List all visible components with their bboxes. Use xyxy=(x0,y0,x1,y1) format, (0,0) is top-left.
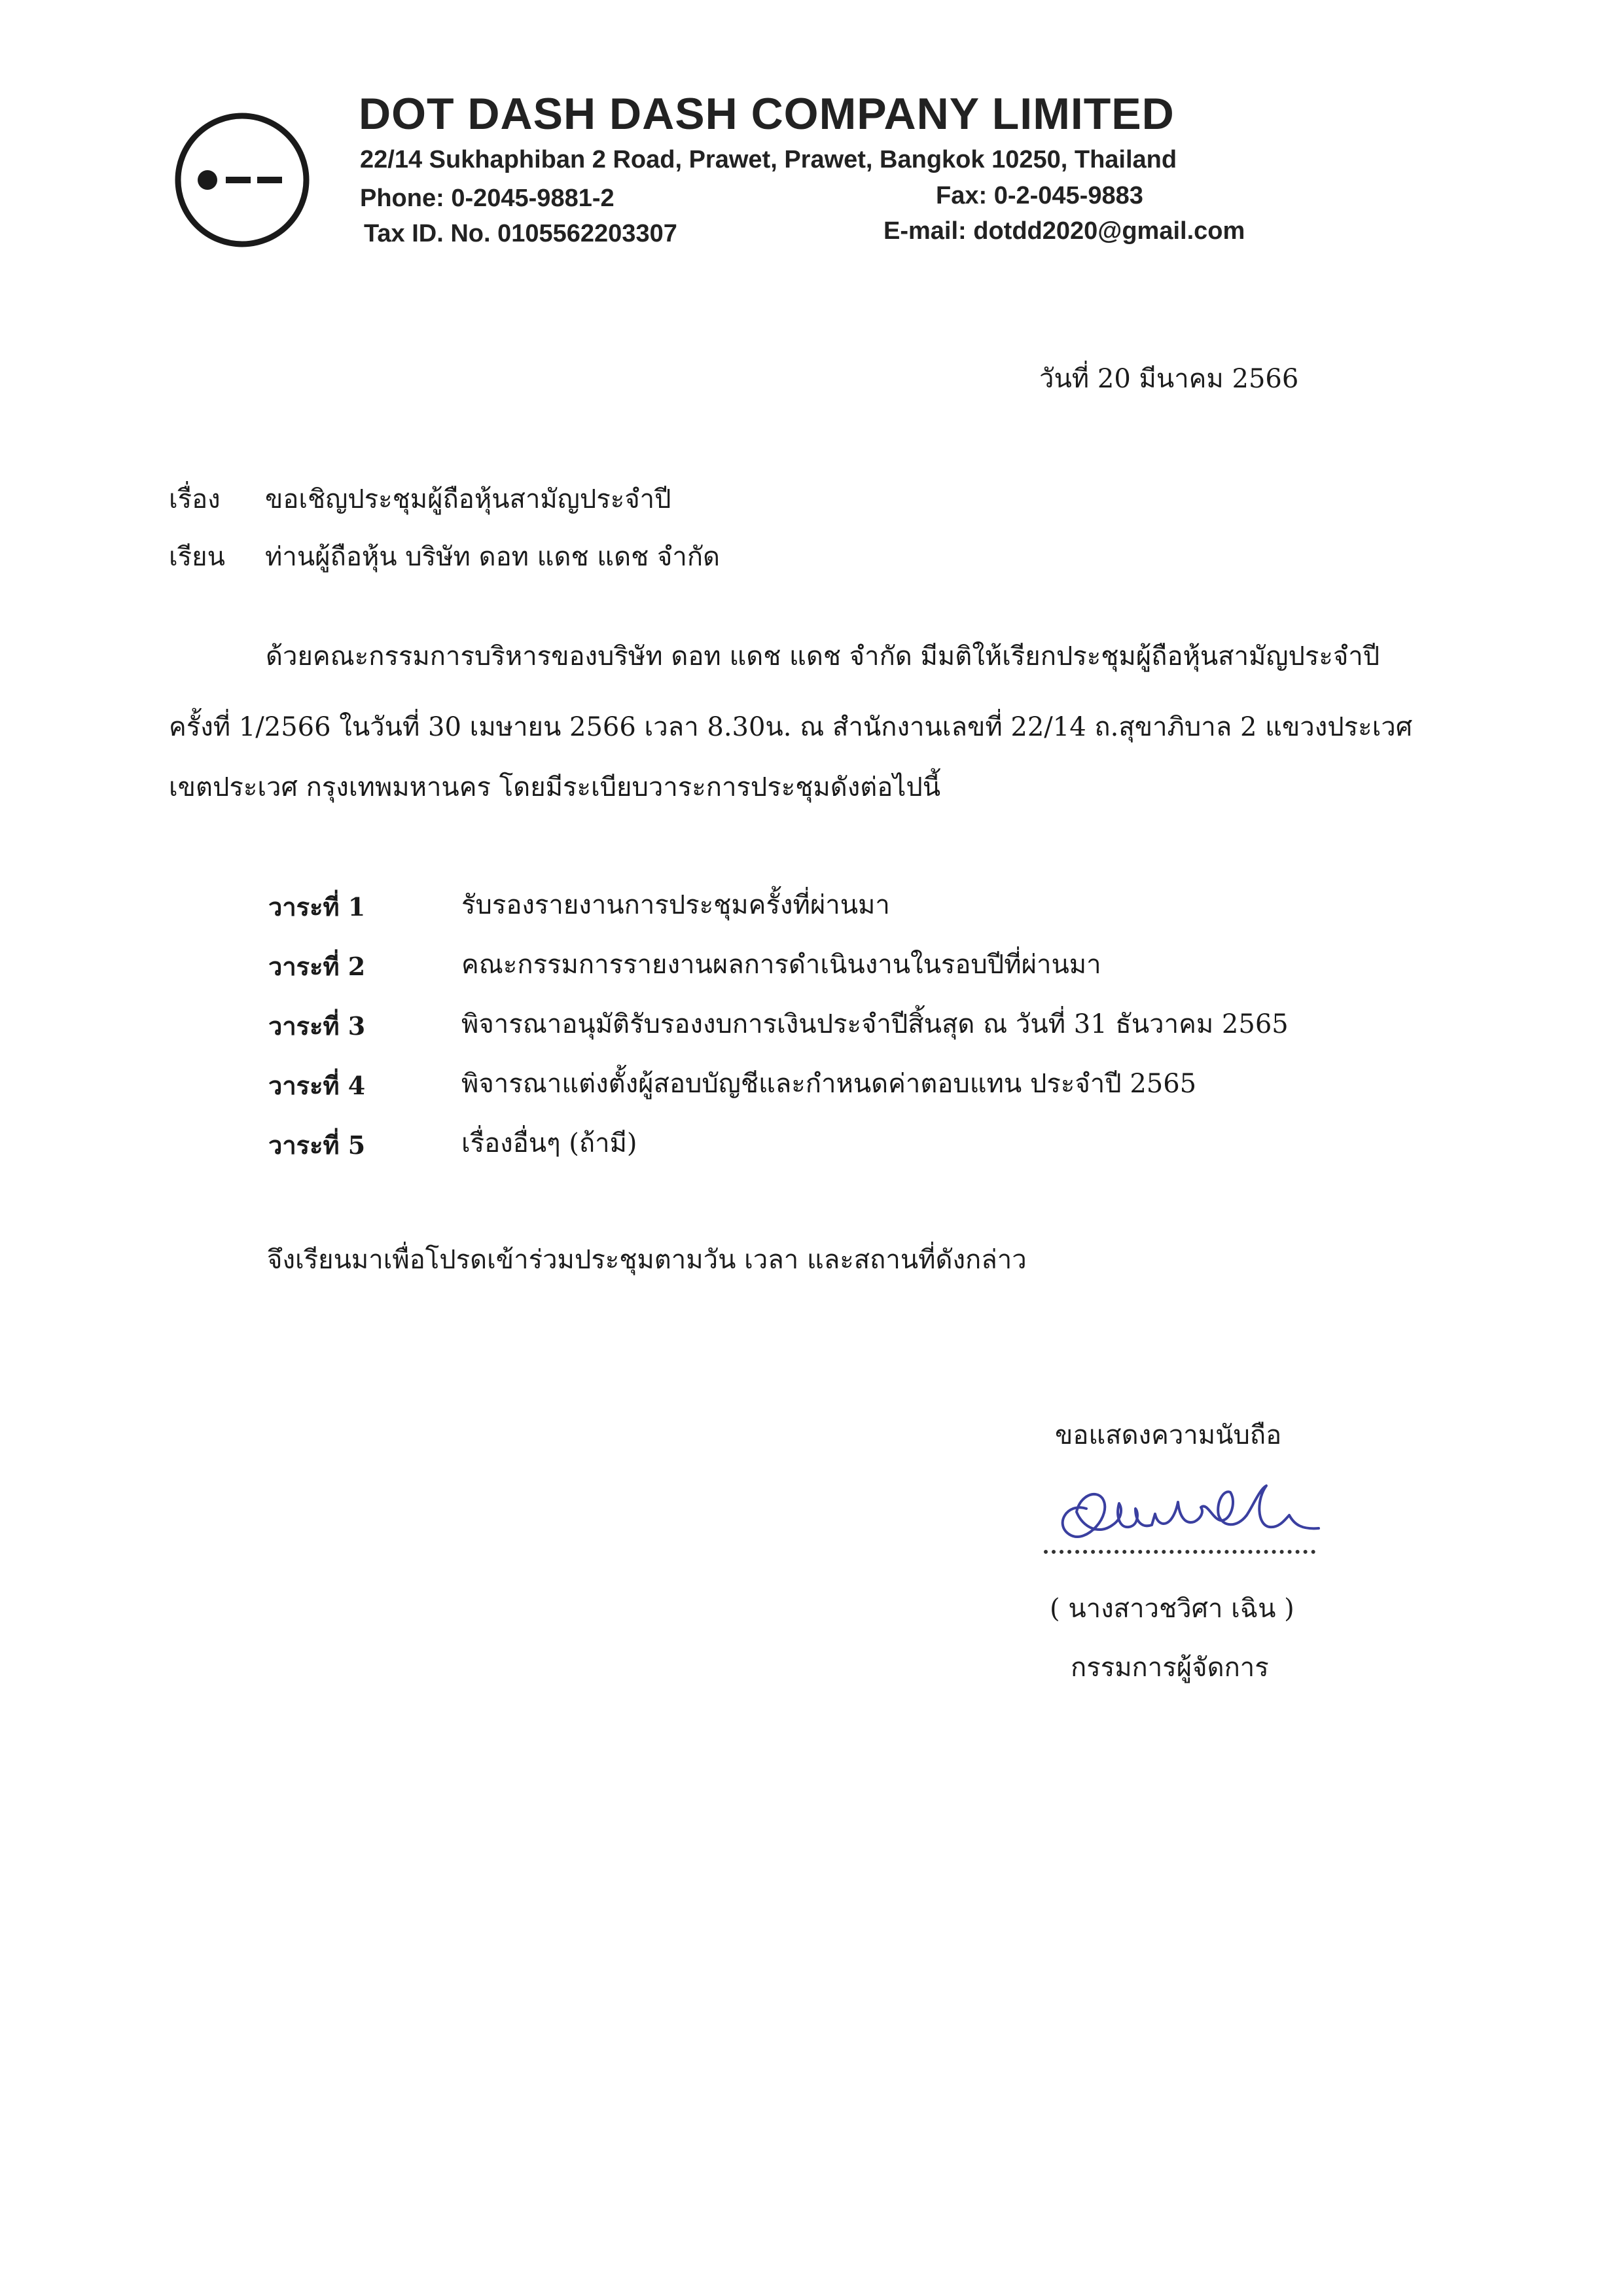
recipient-text: ท่านผู้ถือหุ้น บริษัท ดอท แดช แดช จำกัด xyxy=(265,542,721,572)
dot-dash-dash-logo xyxy=(173,111,311,249)
body-line-2: ครั้งที่ 1/2566 ในวันที่ 30 เมษายน 2566 เวลา 8.30น. ณ สำนักงานเลขที่ 22/14 ถ.สุขาภิบาล 2 แขวงประเวศ xyxy=(169,712,1413,742)
agenda-item-text: รับรองรายงานการประชุมครั้งที่ผ่านมา xyxy=(461,890,890,920)
handwritten-signature xyxy=(1041,1463,1329,1561)
company-address: 22/14 Sukhaphiban 2 Road, Prawet, Prawet, Bangkok 10250, Thailand xyxy=(360,146,1177,173)
company-email: E-mail: dotdd2020@gmail.com xyxy=(883,217,1245,245)
agenda-item-text: คณะกรรมการรายงานผลการดำเนินงานในรอบปีที่ผ่านมา xyxy=(461,950,1101,980)
closing-sentence: จึงเรียนมาเพื่อโปรดเข้าร่วมประชุมตามวัน เวลา และสถานที่ดังกล่าว xyxy=(267,1245,1027,1275)
letter-date: วันที่ 20 มีนาคม 2566 xyxy=(1039,364,1299,394)
body-line-1: ด้วยคณะกรรมการบริหารของบริษัท ดอท แดช แดช จำกัด มีมติให้เรียกประชุมผู้ถือหุ้นสามัญประจำปี xyxy=(266,641,1380,672)
agenda-item-text: พิจารณาอนุมัติรับรองงบการเงินประจำปีสิ้นสุด ณ วันที่ 31 ธันวาคม 2565 xyxy=(461,1009,1289,1039)
company-fax: Fax: 0-2-045-9883 xyxy=(936,182,1143,209)
subject-label: เรื่อง xyxy=(169,484,221,514)
company-tax-id: Tax ID. No. 0105562203307 xyxy=(364,220,677,247)
agenda-item-label: วาระที่ 1 xyxy=(268,892,366,922)
recipient-label: เรียน xyxy=(169,542,225,572)
signature-line xyxy=(1044,1550,1315,1554)
signer-name: ( นางสาวชวิศา เฉิน ) xyxy=(1050,1594,1294,1624)
agenda-item-label: วาระที่ 3 xyxy=(268,1011,366,1041)
regards-text: ขอแสดงความนับถือ xyxy=(1055,1420,1282,1450)
agenda-item-label: วาระที่ 2 xyxy=(268,952,366,981)
subject-text: ขอเชิญประชุมผู้ถือหุ้นสามัญประจำปี xyxy=(265,484,671,514)
body-line-3: เขตประเวศ กรุงเทพมหานคร โดยมีระเบียบวาระการประชุมดังต่อไปนี้ xyxy=(169,772,941,802)
agenda-item-text: พิจารณาแต่งตั้งผู้สอบบัญชีและกำหนดค่าตอบแทน ประจำปี 2565 xyxy=(461,1069,1197,1099)
agenda-item-label: วาระที่ 5 xyxy=(268,1130,366,1160)
company-name: DOT DASH DASH COMPANY LIMITED xyxy=(359,89,1175,139)
company-phone: Phone: 0-2045-9881-2 xyxy=(360,185,615,212)
signer-title: กรรมการผู้จัดการ xyxy=(1071,1653,1269,1683)
agenda-item-text: เรื่องอื่นๆ (ถ้ามี) xyxy=(461,1128,637,1158)
agenda-item-label: วาระที่ 4 xyxy=(268,1071,366,1100)
